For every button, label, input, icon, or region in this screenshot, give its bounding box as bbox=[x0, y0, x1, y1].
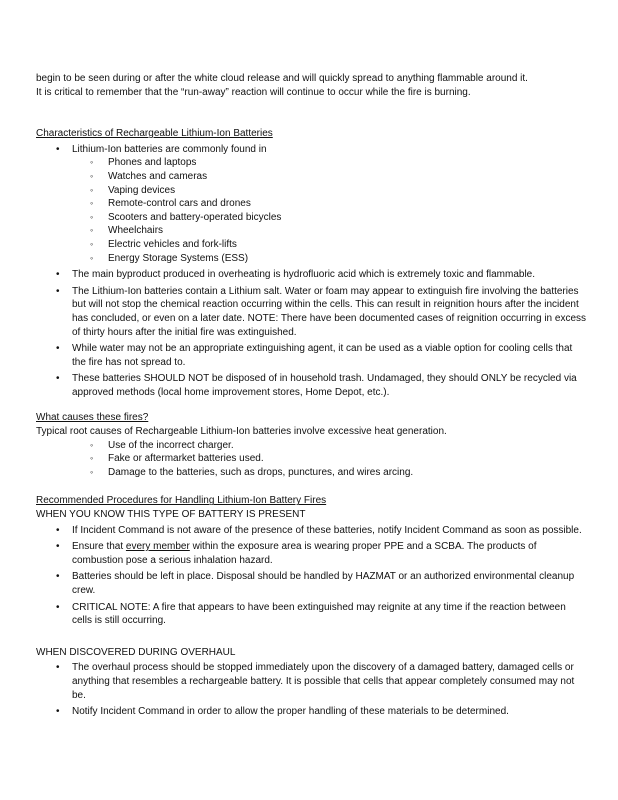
sub-list-item: ◦ Damage to the batteries, such as drops, punctures, and wires arcing. bbox=[36, 466, 588, 480]
causes-intro: Typical root causes of Rechargeable Lithium-Ion batteries involve excessive heat generation. bbox=[36, 426, 447, 438]
list-item bbox=[36, 143, 588, 265]
present-heading: WHEN YOU KNOW THIS TYPE OF BATTERY IS PRESENT bbox=[36, 509, 306, 521]
characteristics-list bbox=[36, 143, 588, 400]
sub-list-item: ◦ Vaping devices bbox=[36, 184, 588, 198]
list-item: • The overhaul process should be stopped immediately upon the discovery of a damaged battery, damaged cells or anything that resembles a rechargeable battery. It is possible that cells that appear completely consumed may not be. bbox=[36, 661, 588, 702]
found-in-sublist bbox=[36, 156, 588, 265]
sub-list-item: ◦ Wheelchairs bbox=[36, 224, 588, 238]
overhaul-heading: WHEN DISCOVERED DURING OVERHAUL bbox=[36, 646, 236, 658]
list-item: • Batteries should be left in place. Disposal should be handled by HAZMAT or an authorized environmental cleanup crew. bbox=[36, 570, 588, 597]
ppe-text-end: within the exposure area is wearing proper PPE and a SCBA. The products of combustion pose a serious inhalation hazard. bbox=[72, 541, 537, 566]
sub-list-item: ◦ Use of the incorrect charger. bbox=[36, 439, 588, 453]
document-page bbox=[36, 72, 588, 722]
list-item: • Notify Incident Command in order to allow the proper handling of these materials to be determined. bbox=[36, 705, 588, 719]
list-item: • The main byproduct produced in overheating is hydrofluoric acid which is extremely toxic and flammable. bbox=[36, 268, 588, 282]
overhaul-list bbox=[36, 661, 588, 718]
sub-list-item: ◦ Phones and laptops bbox=[36, 156, 588, 170]
sub-list-item: ◦ Electric vehicles and fork-lifts bbox=[36, 238, 588, 252]
list-item: • While water may not be an appropriate extinguishing agent, it can be used as a viable option for cooling cells that the fire has not spread to. bbox=[36, 342, 588, 369]
sub-list-item: ◦ Watches and cameras bbox=[36, 170, 588, 184]
ppe-emphasis: every member bbox=[125, 541, 190, 553]
sub-list-item: ◦ Energy Storage Systems (ESS) bbox=[36, 252, 588, 266]
sub-list-item: ◦ Fake or aftermarket batteries used. bbox=[36, 452, 588, 466]
ppe-text-start: Ensure that bbox=[72, 541, 126, 553]
characteristics-heading: Characteristics of Rechargeable Lithium-Ion Batteries bbox=[36, 128, 273, 140]
sub-list-item: ◦ Remote-control cars and drones bbox=[36, 197, 588, 211]
list-item bbox=[36, 540, 588, 567]
causes-heading: What causes these fires? bbox=[36, 412, 149, 424]
sub-list-item: ◦ Scooters and battery-operated bicycles bbox=[36, 211, 588, 225]
present-list bbox=[36, 524, 588, 628]
causes-list bbox=[36, 439, 588, 480]
intro-line-2: It is critical to remember that the “run-away” reaction will continue to occur while the fire is burning. bbox=[36, 86, 471, 98]
list-item: • CRITICAL NOTE: A fire that appears to have been extinguished may reignite at any time if the reaction between cells is still occurring. bbox=[36, 601, 588, 628]
list-item: • These batteries SHOULD NOT be disposed of in household trash. Undamaged, they should ONLY be recycled via approved methods (local home improvement stores, Home Depot, etc.). bbox=[36, 372, 588, 399]
found-in-label: Lithium-Ion batteries are commonly found in bbox=[72, 143, 267, 155]
intro-line-1: begin to be seen during or after the white cloud release and will quickly spread to anything flammable around it. bbox=[36, 73, 528, 84]
procedures-heading: Recommended Procedures for Handling Lithium-Ion Battery Fires bbox=[36, 495, 327, 507]
list-item: • The Lithium-Ion batteries contain a Lithium salt. Water or foam may appear to extinguish fire involving the batteries but will not stop the chemical reaction occurring within the cells. This can result in reignition hours after the incident has concluded, or even on a later date. NOTE: There have been documented cases of reignition occurring in excess of thirty hours after the initial fire was extinguished. bbox=[36, 285, 588, 339]
list-item: • If Incident Command is not aware of the presence of these batteries, notify Incident Command as soon as possible. bbox=[36, 524, 588, 538]
